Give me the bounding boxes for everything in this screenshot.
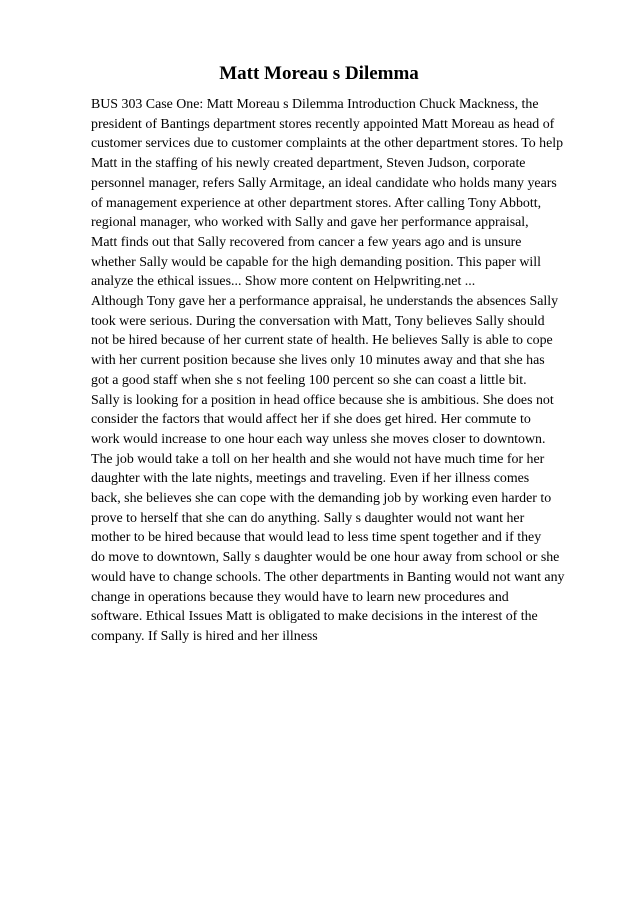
body-text-line: personnel manager, refers Sally Armitage, an ideal candidate who holds many years bbox=[91, 175, 557, 191]
body-text-line: president of Bantings department stores recently appointed Matt Moreau as head of bbox=[91, 116, 555, 132]
body-text-line: with her current position because she lives only 10 minutes away and that she has bbox=[91, 353, 545, 369]
body-text-line: The job would take a toll on her health and she would not have much time for her bbox=[91, 451, 545, 467]
body-text-line: took were serious. During the conversation with Matt, Tony believes Sally should bbox=[91, 313, 545, 329]
body-text-line: change in operations because they would have to learn new procedures and bbox=[91, 589, 509, 605]
body-text-line: Although Tony gave her a performance appraisal, he understands the absences Sally bbox=[91, 294, 559, 310]
body-text-line: work would increase to one hour each way unless she moves closer to downtown. bbox=[91, 431, 546, 447]
body-text-line: analyze the ethical issues... Show more content on Helpwriting.net ... bbox=[91, 274, 476, 290]
body-text-line: regional manager, who worked with Sally and gave her performance appraisal, bbox=[91, 215, 529, 231]
body-text-line: Matt in the staffing of his newly created department, Steven Judson, corporate bbox=[91, 156, 526, 172]
body-text-line: got a good staff when she s not feeling 100 percent so she can coast a little bit. bbox=[91, 372, 527, 388]
body-text-line: back, she believes she can cope with the demanding job by working even harder to bbox=[91, 491, 552, 507]
body-text-line: would have to change schools. The other departments in Banting would not want any bbox=[91, 569, 565, 585]
body-text-line: software. Ethical Issues Matt is obligated to make decisions in the interest of the bbox=[91, 609, 538, 625]
body-text-line: Matt finds out that Sally recovered from cancer a few years ago and is unsure bbox=[91, 234, 522, 250]
body-text-line: prove to herself that she can do anything. Sally s daughter would not want her bbox=[91, 510, 525, 526]
document-title: Matt Moreau s Dilemma bbox=[219, 63, 419, 84]
body-text-line: Sally is looking for a position in head office because she is ambitious. She does not bbox=[91, 392, 554, 408]
body-text-line: not be hired because of her current state of health. He believes Sally is able to cope bbox=[91, 333, 553, 349]
body-text-line: daughter with the late nights, meetings and traveling. Even if her illness comes bbox=[91, 471, 530, 487]
body-text-line: company. If Sally is hired and her illness bbox=[91, 628, 318, 644]
body-text-line: customer services due to customer complaints at the other department stores. To help bbox=[91, 136, 564, 152]
body-text-line: whether Sally would be capable for the high demanding position. This paper will bbox=[91, 254, 541, 270]
body-text-line: consider the factors that would affect her if she does get hired. Her commute to bbox=[91, 412, 531, 428]
body-text-line: of management experience at other department stores. After calling Tony Abbott, bbox=[91, 195, 542, 211]
body-text-line: mother to be hired because that would lead to less time spent together and if they bbox=[91, 530, 542, 546]
body-text-line: BUS 303 Case One: Matt Moreau s Dilemma Introduction Chuck Mackness, the bbox=[91, 97, 539, 112]
document-body bbox=[91, 95, 591, 647]
body-text-line: do move to downtown, Sally s daughter would be one hour away from school or she bbox=[91, 550, 560, 566]
